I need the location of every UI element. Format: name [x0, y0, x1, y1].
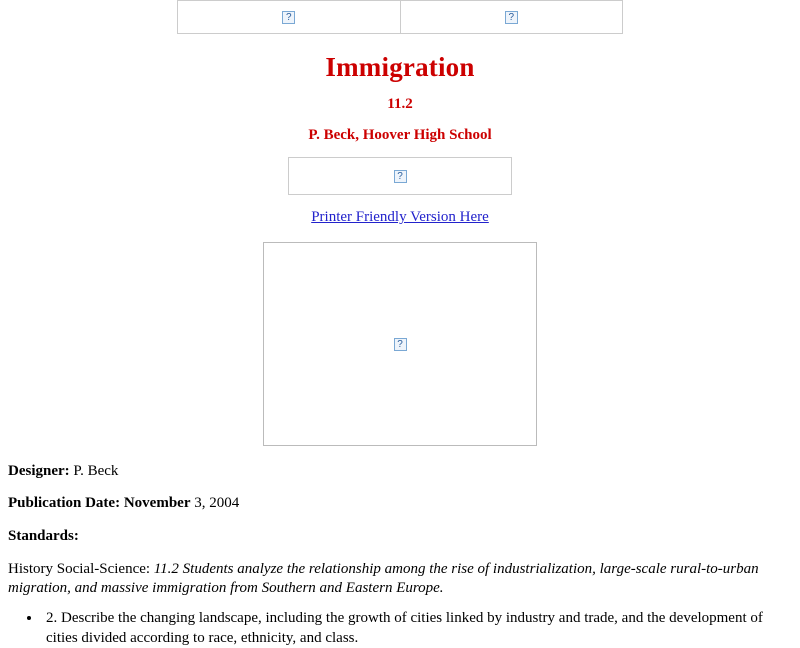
printer-link-container [0, 209, 800, 226]
publication-date-rest: 3, 2004 [194, 495, 240, 511]
page-title: Immigration [325, 52, 475, 82]
standard-prefix: History Social-Science: [8, 561, 151, 577]
table-row [289, 158, 512, 195]
top-banner-table [177, 0, 623, 34]
broken-image-icon[interactable]: ? [282, 11, 295, 24]
designer-value: P. Beck [73, 463, 119, 479]
standard-number: 11.2 [387, 96, 413, 112]
author-line: P. Beck, Hoover High School [308, 127, 492, 143]
metadata-section [0, 463, 800, 648]
broken-image-icon[interactable]: ? [394, 338, 407, 351]
publication-date-row [8, 495, 792, 512]
standard-substandard-list [8, 609, 792, 647]
top-banner-cell-left [178, 1, 401, 34]
designer-row [8, 463, 792, 480]
top-banner-cell-right [400, 1, 623, 34]
standard-text: 11.2 Students analyze the relationship among the rise of industrialization, large-scale rural-to-urban migration, and massive immigration from Southern and Eastern Europe. [8, 561, 759, 597]
publication-date-label: Publication Date: [8, 495, 121, 511]
standard-description [8, 560, 792, 598]
designer-label: Designer: [8, 463, 70, 479]
main-image-placeholder[interactable] [263, 242, 537, 446]
broken-image-icon[interactable]: ? [394, 170, 407, 183]
broken-image-icon[interactable]: ? [505, 11, 518, 24]
publication-date-month: November [123, 495, 191, 511]
mid-image-table [288, 157, 512, 195]
printer-friendly-link[interactable]: Printer Friendly Version Here [311, 209, 489, 225]
standards-label: Standards: [8, 528, 79, 544]
table-row [178, 1, 623, 34]
mid-image-cell [289, 158, 512, 195]
list-item: • 2. Describe the changing landscape, including the growth of cities linked by industry and trade, and the development of cities divided according to race, ethnicity, and class. [42, 609, 792, 647]
